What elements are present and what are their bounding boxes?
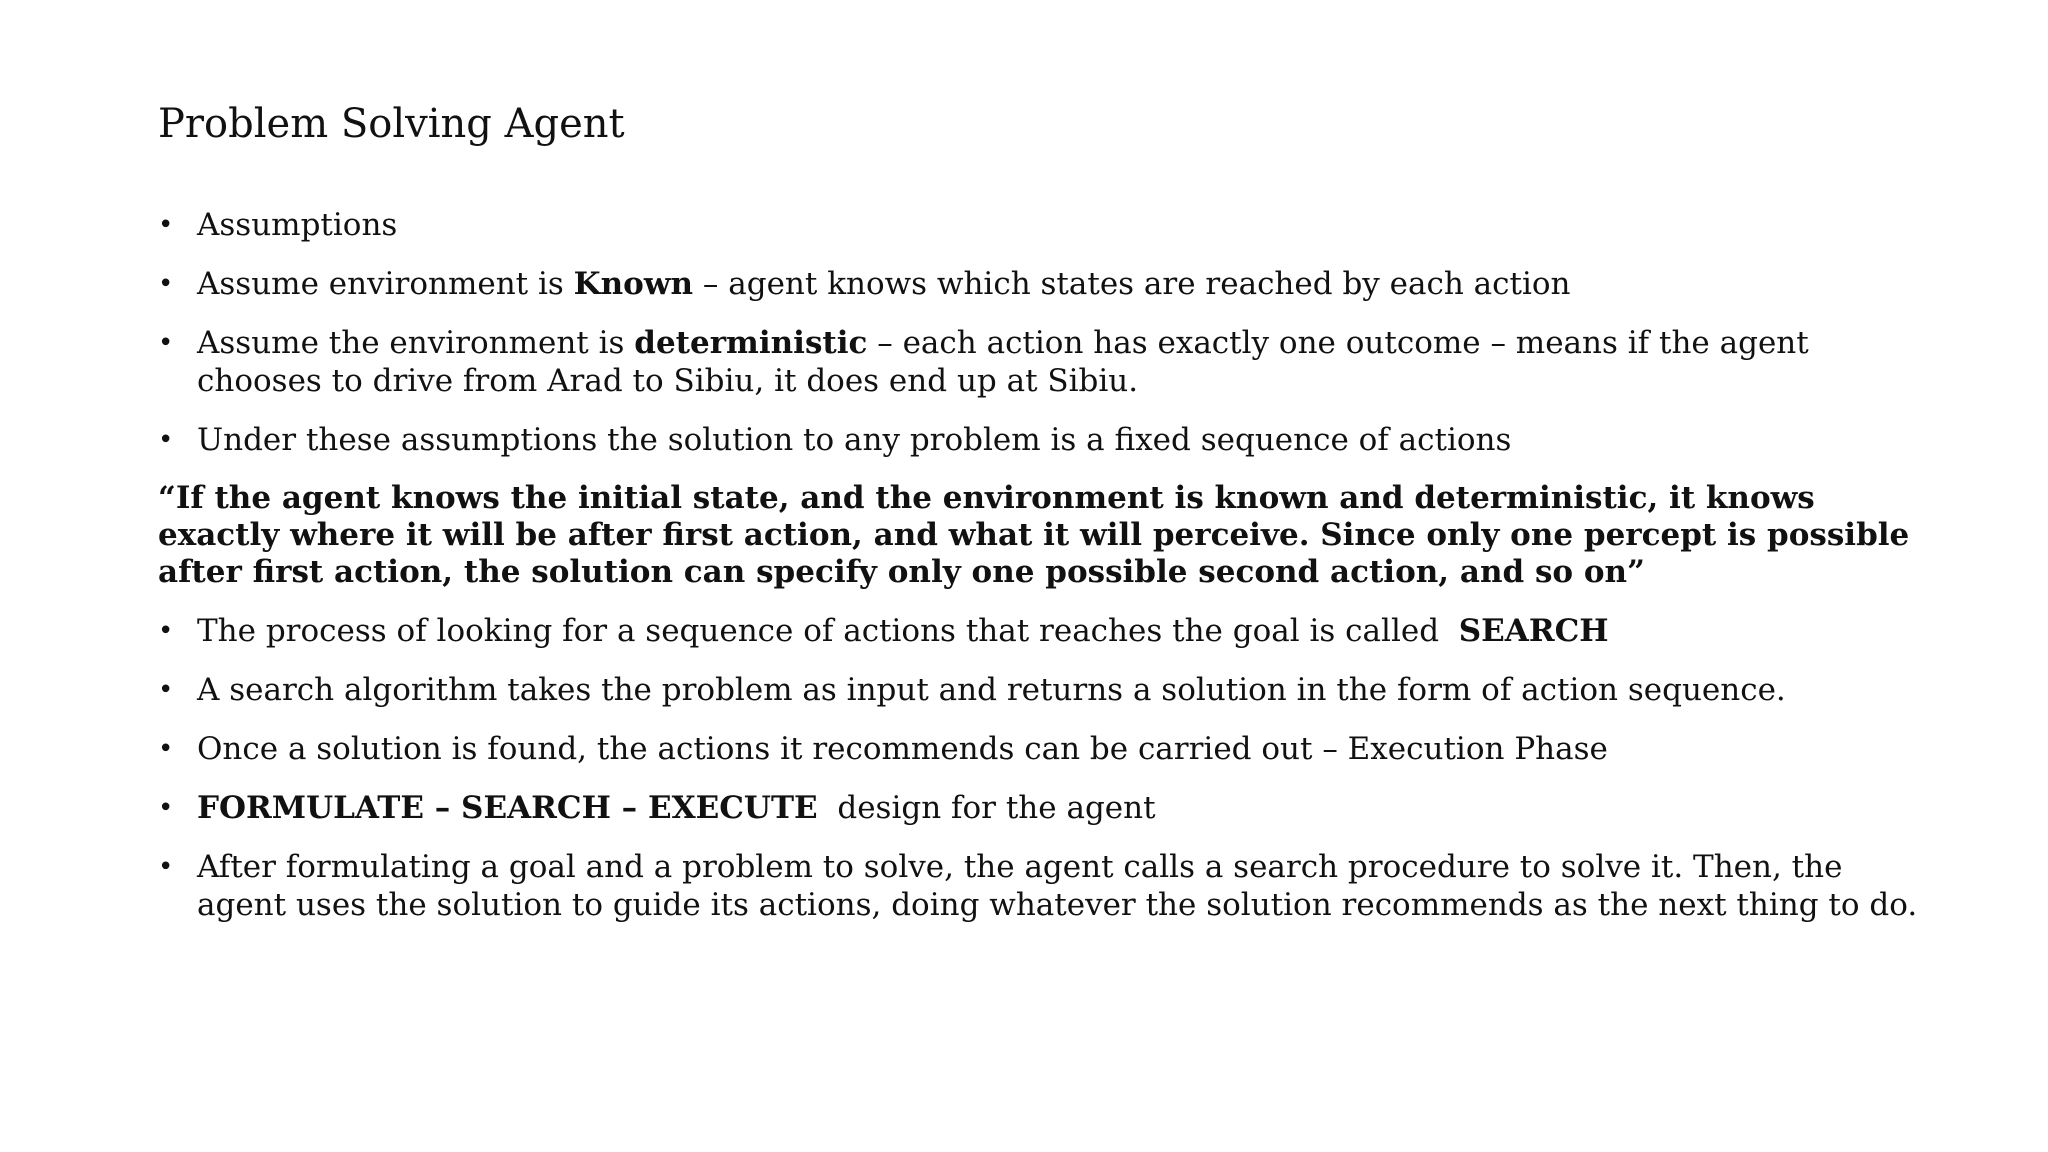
bullet-text-pre: Assume environment is [197,266,574,302]
bullet-text-bold: FORMULATE – SEARCH – EXECUTE [197,790,818,826]
bullet-text-post: – each action has exactly one outcome – means if the agent chooses to drive from Arad to Sibiu, it does end up at Sibiu. [197,325,1809,399]
bullet-text: Under these assumptions the solution to any problem is a fixed sequence of actions [197,422,1512,458]
bullet-icon: • [158,269,174,299]
bullet-text: A search algorithm takes the problem as input and returns a solution in the form of action sequence. [197,672,1786,708]
bullet-after-formulating [158,848,1918,924]
bullet-text-bold: Known [573,266,694,302]
bullet-text-post: – agent knows which states are reached by each action [693,266,1571,302]
bullet-execution [158,730,1918,768]
bullet-text-pre: The process of looking for a sequence of actions that reaches the goal is called [197,613,1459,649]
bullet-text: Once a solution is found, the actions it recommends can be carried out – Execution Phase [197,731,1608,767]
bullet-icon: • [158,793,174,823]
bullet-text-bold: SEARCH [1458,613,1609,649]
bullet-text-post: design for the agent [817,790,1156,826]
bullet-text: After formulating a goal and a problem to solve, the agent calls a search procedure to solve it. Then, the agent uses the solution to guide its actions, doing whatever the solution recommends as the next thing to do. [197,849,1918,923]
bullet-text-bold: deterministic [634,325,868,361]
bullet-deterministic [158,324,1918,400]
bullet-search [158,612,1918,650]
bullet-assumptions [158,206,1918,244]
bullet-icon: • [158,328,174,358]
bullet-text-pre: Assume the environment is [197,325,635,361]
bullet-algorithm [158,671,1918,709]
bullet-icon: • [158,210,174,240]
bullet-icon: • [158,616,174,646]
quote-paragraph: “If the agent knows the initial state, and the environment is known and deterministic, it knows exactly where it will be after first action, and what it will perceive. Since only one percept is possible after first action, the solution can specify only one possible second action, and so on” [158,480,1910,590]
bullet-icon: • [158,425,174,455]
bullet-icon: • [158,675,174,705]
bullet-known [158,265,1918,303]
bullet-under-assumptions [158,421,1918,459]
slide-content [158,206,1918,945]
bullet-icon: • [158,734,174,764]
bullet-formulate [158,789,1918,827]
bullet-icon: • [158,852,174,882]
slide-title: Problem Solving Agent [158,101,625,147]
bullet-text: Assumptions [197,207,398,243]
